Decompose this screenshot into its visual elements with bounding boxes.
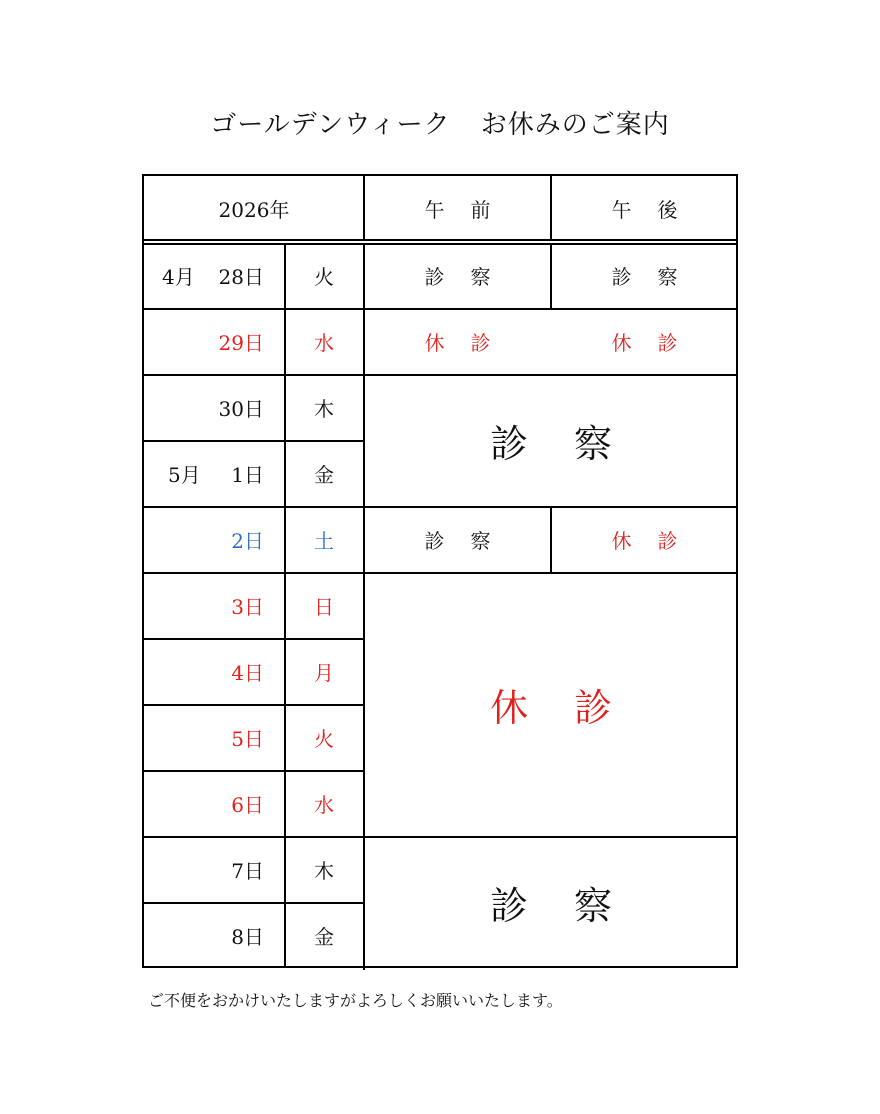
month-label: 5月 [168, 462, 201, 487]
date-cell [144, 572, 284, 638]
weekday-cell: 月 [314, 660, 334, 685]
month-label: 4月 [162, 264, 195, 289]
date-cell [144, 374, 284, 440]
date-cell [144, 836, 284, 902]
day-label: 3日 [231, 594, 264, 619]
weekday-cell: 金 [314, 924, 334, 949]
weekday-cell: 木 [314, 396, 334, 421]
weekday-cell: 日 [314, 594, 334, 619]
merged-status-open: 診 察 [489, 421, 613, 466]
title-part1: ゴールデンウィーク [210, 110, 451, 140]
day-label: 28日 [218, 264, 264, 289]
weekday-cell: 金 [314, 462, 334, 487]
day-label: 2日 [231, 528, 264, 553]
day-label: 4日 [231, 660, 264, 685]
footer-note: ご不便をおかけいたしますがよろしくお願いいたします。 [148, 991, 563, 1010]
date-cell [144, 308, 284, 374]
day-label: 8日 [231, 924, 264, 949]
page-title [0, 104, 880, 141]
date-cell [144, 242, 284, 308]
header-year: 2026年 [218, 197, 290, 222]
header-morning: 午 前 [424, 197, 491, 222]
day-label: 7日 [231, 858, 264, 883]
morning-status: 診 察 [424, 264, 491, 289]
date-cell [144, 440, 284, 506]
date-cell [144, 506, 284, 572]
weekday-cell: 火 [314, 264, 334, 289]
weekday-cell: 木 [314, 858, 334, 883]
date-cell [144, 770, 284, 836]
schedule-table [142, 174, 738, 968]
weekday-cell: 火 [314, 726, 334, 751]
day-label: 5日 [231, 726, 264, 751]
merged-status-open: 診 察 [489, 883, 613, 928]
afternoon-status: 診 察 [611, 264, 678, 289]
weekday-cell: 水 [314, 330, 334, 355]
morning-status: 診 察 [424, 528, 491, 553]
morning-status: 休 診 [424, 330, 491, 355]
afternoon-status: 休 診 [611, 528, 678, 553]
weekday-cell: 水 [314, 792, 334, 817]
day-label: 30日 [218, 396, 264, 421]
day-label: 29日 [218, 330, 264, 355]
afternoon-status: 休 診 [611, 330, 678, 355]
date-cell [144, 704, 284, 770]
day-label: 1日 [231, 462, 264, 487]
weekday-cell: 土 [314, 528, 334, 553]
title-part2: お休みのご案内 [480, 110, 670, 140]
header-afternoon: 午 後 [611, 197, 678, 222]
merged-status-closed: 休 診 [489, 685, 613, 730]
date-cell [144, 638, 284, 704]
day-label: 6日 [231, 792, 264, 817]
date-cell [144, 902, 284, 968]
